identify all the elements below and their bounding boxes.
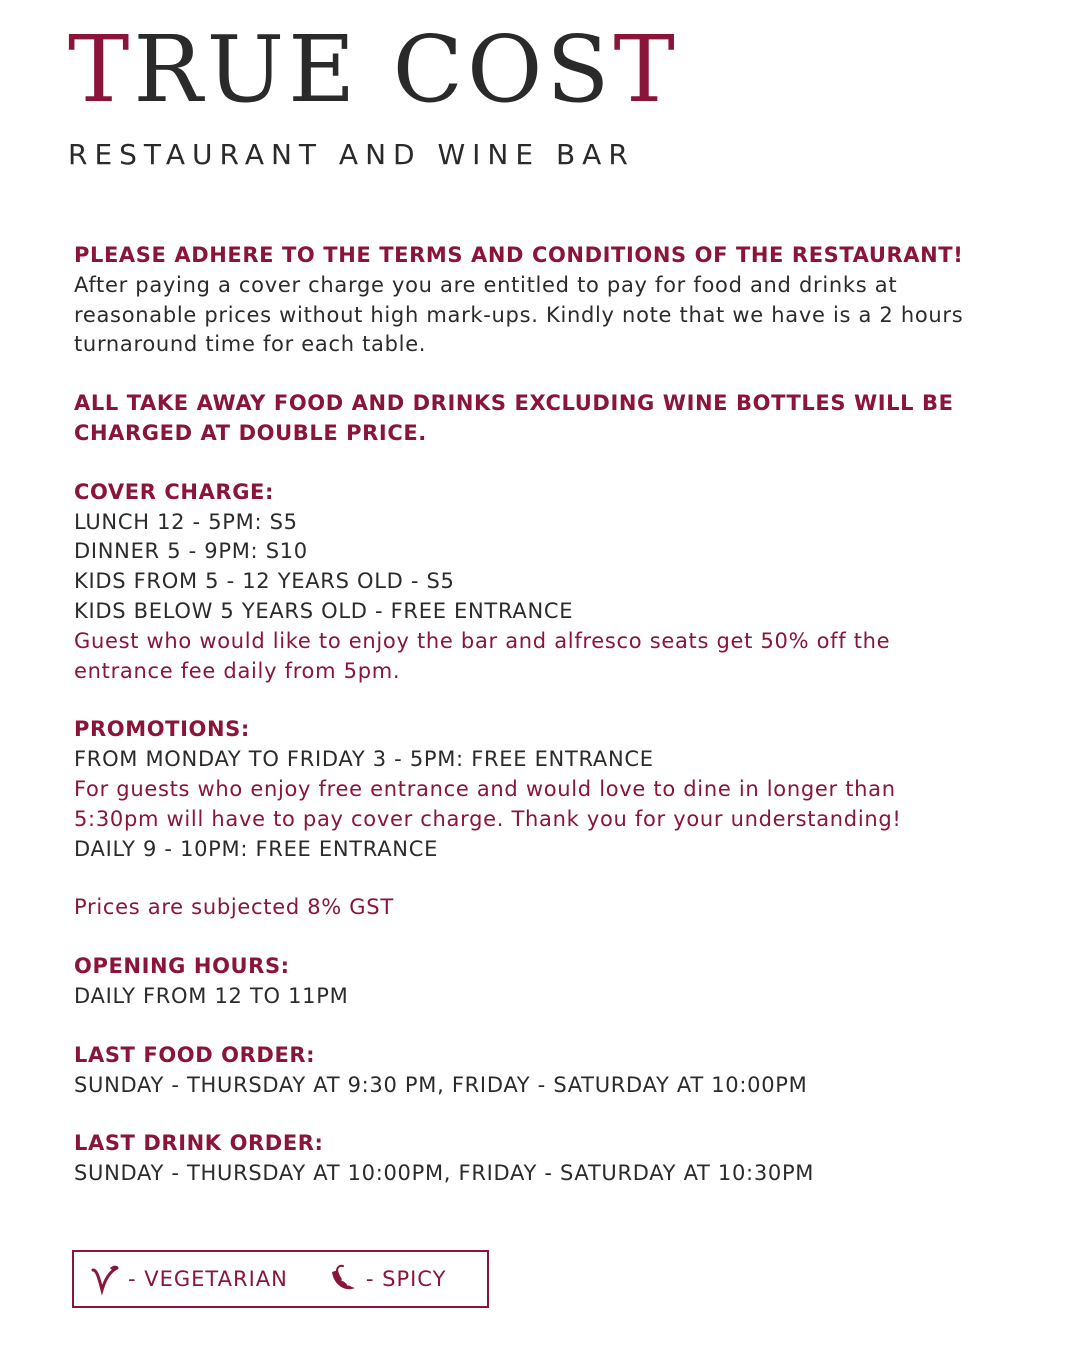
brand-subtitle: RESTAURANT AND WINE BAR	[68, 138, 635, 171]
legend-spicy	[328, 1262, 447, 1296]
takeaway-notice-line: ALL TAKE AWAY FOOD AND DRINKS EXCLUDING WINE BOTTLES WILL BE	[74, 391, 954, 416]
cover-charge-section	[74, 478, 1034, 687]
last-drink-order-heading: LAST DRINK ORDER:	[74, 1131, 324, 1156]
legend-spicy-label: - SPICY	[365, 1267, 447, 1291]
cover-charge-item: KIDS BELOW 5 YEARS OLD - FREE ENTRANCE	[74, 598, 574, 623]
leaf-v-icon	[90, 1262, 120, 1296]
promotion-item: FROM MONDAY TO FRIDAY 3 - 5PM: FREE ENTRANCE	[74, 747, 654, 772]
terms-text-line: After paying a cover charge you are entitled to pay for food and drinks at	[74, 272, 898, 297]
cover-charge-item: LUNCH 12 - 5PM: S5	[74, 509, 298, 534]
terms-text-line: turnaround time for each table.	[74, 332, 427, 357]
last-food-order-section	[74, 1041, 1034, 1101]
legend-vegetarian-label: - VEGETARIAN	[128, 1267, 288, 1291]
cover-charge-heading: COVER CHARGE:	[74, 479, 274, 504]
promotions-heading: PROMOTIONS:	[74, 717, 250, 742]
logo	[68, 16, 679, 171]
opening-hours-value: DAILY FROM 12 TO 11PM	[74, 983, 349, 1008]
cover-charge-note: entrance fee daily from 5pm.	[74, 658, 401, 683]
promotion-note: For guests who enjoy free entrance and would love to dine in longer than	[74, 776, 896, 801]
last-drink-order-section	[74, 1129, 1034, 1189]
brand-title-first-letter: T	[68, 16, 134, 123]
promotion-item: DAILY 9 - 10PM: FREE ENTRANCE	[74, 836, 439, 861]
takeaway-notice-line: CHARGED AT DOUBLE PRICE.	[74, 420, 427, 445]
chili-pepper-icon	[328, 1262, 358, 1296]
promotion-note: 5:30pm will have to pay cover charge. Thank you for your understanding!	[74, 806, 902, 831]
terms-content	[74, 241, 1034, 1218]
terms-heading: PLEASE ADHERE TO THE TERMS AND CONDITIONS OF THE RESTAURANT!	[74, 243, 964, 267]
terms-text-line: reasonable prices without high mark-ups. Kindly note that we have is a 2 hours	[74, 302, 964, 327]
gst-note: Prices are subjected 8% GST	[74, 895, 394, 920]
opening-hours-heading: OPENING HOURS:	[74, 954, 290, 979]
cover-charge-item: KIDS FROM 5 - 12 YEARS OLD - S5	[74, 569, 455, 594]
legend-vegetarian	[90, 1262, 288, 1296]
gst-section	[74, 893, 1034, 923]
promotions-section	[74, 715, 1034, 864]
dietary-legend	[72, 1250, 489, 1308]
last-food-order-value: SUNDAY - THURSDAY AT 9:30 PM, FRIDAY - SATURDAY AT 10:00PM	[74, 1072, 808, 1097]
brand-title-middle: RUE COS	[133, 16, 614, 123]
last-drink-order-value: SUNDAY - THURSDAY AT 10:00PM, FRIDAY - SATURDAY AT 10:30PM	[74, 1161, 815, 1186]
cover-charge-item: DINNER 5 - 9PM: S10	[74, 539, 308, 564]
takeaway-section	[74, 389, 1034, 449]
terms-section	[74, 241, 1034, 360]
last-food-order-heading: LAST FOOD ORDER:	[74, 1042, 316, 1067]
opening-hours-section	[74, 952, 1034, 1012]
cover-charge-note: Guest who would like to enjoy the bar and alfresco seats get 50% off the	[74, 628, 891, 653]
brand-title	[68, 16, 679, 123]
brand-title-last-letter: T	[613, 16, 679, 123]
